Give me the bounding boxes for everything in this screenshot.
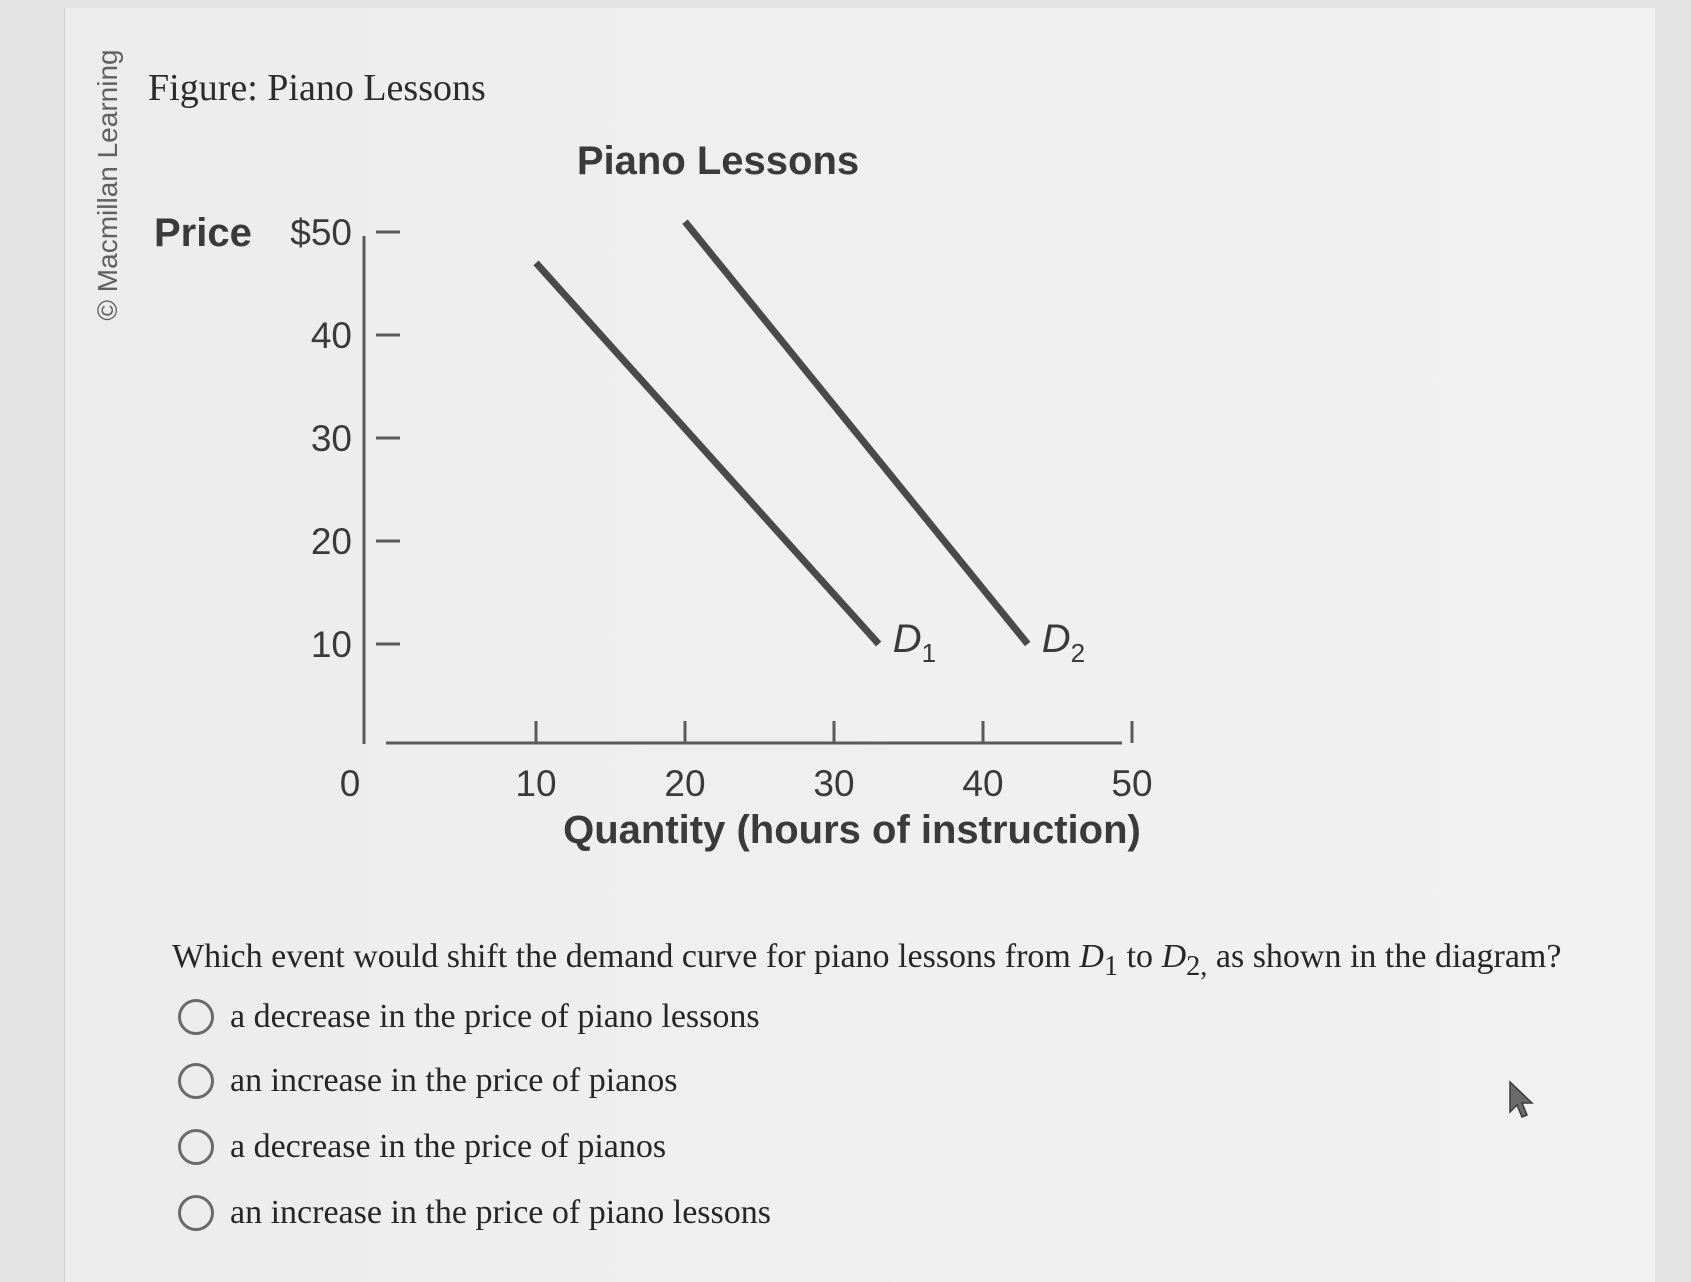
radio-button-icon[interactable] bbox=[178, 1063, 214, 1099]
demand-curve-d1 bbox=[536, 263, 879, 644]
radio-button-icon[interactable] bbox=[178, 1129, 214, 1165]
answer-option-label: an increase in the price of piano lessons bbox=[230, 1194, 771, 1231]
figure-label: Figure: Piano Lessons bbox=[148, 67, 486, 109]
y-tick-label: 20 bbox=[310, 521, 352, 562]
question-d2-sub: 2, bbox=[1186, 950, 1208, 982]
answer-option-label: an increase in the price of pianos bbox=[230, 1062, 678, 1099]
answer-option-3[interactable] bbox=[178, 1128, 666, 1166]
question-d2: D bbox=[1161, 938, 1187, 975]
answer-option-2[interactable] bbox=[178, 1062, 677, 1100]
demand-curve-d2 bbox=[685, 222, 1028, 644]
answer-option-4[interactable] bbox=[178, 1194, 771, 1232]
question-text-middle: to bbox=[1118, 938, 1162, 975]
y-tick-label: 40 bbox=[310, 315, 352, 356]
chart-title: Piano Lessons bbox=[576, 139, 860, 183]
y-axis-label: Price bbox=[154, 211, 252, 255]
answer-option-1[interactable] bbox=[178, 998, 760, 1036]
radio-button-icon[interactable] bbox=[178, 999, 214, 1035]
x-tick-label: 10 bbox=[515, 763, 557, 804]
question-d1: D bbox=[1079, 938, 1104, 975]
x-tick-label: 30 bbox=[813, 763, 855, 804]
x-axis-label: Quantity (hours of instruction) bbox=[563, 808, 1141, 852]
y-tick-label: 30 bbox=[310, 418, 352, 459]
question-text-before: Which event would shift the demand curve for piano lessons from bbox=[172, 938, 1080, 975]
radio-button-icon[interactable] bbox=[178, 1195, 214, 1231]
answer-option-label: a decrease in the price of pianos bbox=[230, 1128, 667, 1165]
question-text bbox=[172, 938, 1561, 983]
question-d1-sub: 1 bbox=[1103, 950, 1119, 982]
y-tick-label: 10 bbox=[310, 624, 352, 665]
x-tick-label: 40 bbox=[962, 763, 1004, 804]
mouse-pointer-icon bbox=[1508, 1080, 1538, 1122]
copyright-credit: © Macmillan Learning bbox=[92, 49, 123, 321]
curve-label-d1: $D_1$ bbox=[892, 617, 937, 668]
answer-option-label: a decrease in the price of piano lessons bbox=[230, 998, 760, 1035]
x-tick-label: 0 bbox=[339, 763, 361, 804]
question-text-after: as shown in the diagram? bbox=[1207, 938, 1562, 975]
curve-label-d2: $D_2$ bbox=[1041, 617, 1086, 668]
y-tick-label: $50 bbox=[290, 212, 352, 253]
x-tick-label: 20 bbox=[664, 763, 706, 804]
x-tick-label: 50 bbox=[1111, 763, 1153, 804]
